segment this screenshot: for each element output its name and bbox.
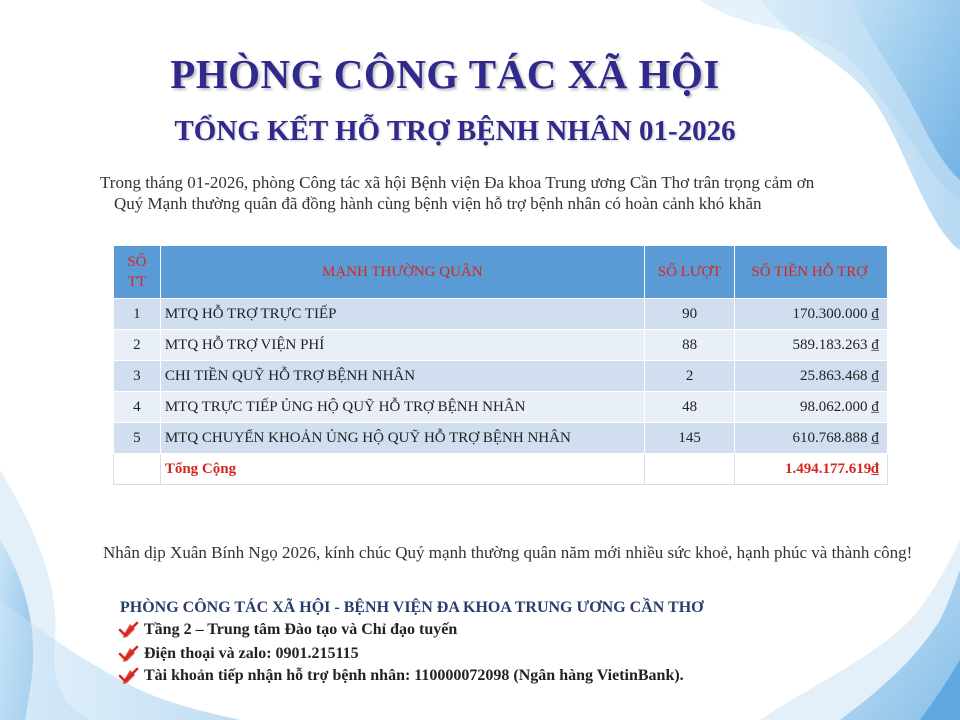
page-title: PHÒNG CÔNG TÁC XÃ HỘI <box>170 51 720 97</box>
cell-no: 2 <box>114 330 161 361</box>
cell-amount: 25.863.468 ₫ <box>735 361 888 392</box>
cell-no: 4 <box>114 392 161 423</box>
table-row <box>114 392 888 423</box>
intro-line-2: Quý Mạnh thường quân đã đồng hành cùng bệnh viện hỗ trợ bệnh nhân có hoàn cảnh khó khăn <box>114 194 762 213</box>
cell-name: MTQ HỖ TRỢ TRỰC TIẾP <box>160 299 644 330</box>
cell-count: 88 <box>644 330 735 361</box>
table-header-row <box>114 246 888 299</box>
cell-amount: 589.183.263 ₫ <box>735 330 888 361</box>
new-year-wish: Nhân dịp Xuân Bính Ngọ 2026, kính chúc Quý mạnh thường quân năm mới nhiều sức khoẻ, hạnh phúc và thành công! <box>103 543 913 562</box>
support-summary-table <box>113 245 888 485</box>
table-row <box>114 330 888 361</box>
cell-amount: 98.062.000 ₫ <box>735 392 888 423</box>
cell-amount: 170.300.000 ₫ <box>735 299 888 330</box>
contact-phone <box>118 645 359 663</box>
cell-amount: 610.768.888 ₫ <box>735 423 888 454</box>
header-amount: SỐ TIỀN HỖ TRỢ <box>735 246 888 299</box>
cell-empty <box>644 454 735 485</box>
cell-no: 1 <box>114 299 161 330</box>
cell-no: 5 <box>114 423 161 454</box>
table-row <box>114 361 888 392</box>
header-name: MẠNH THƯỜNG QUÂN <box>160 246 644 299</box>
total-amount: 1.494.177.619₫ <box>735 454 888 485</box>
cell-count: 2 <box>644 361 735 392</box>
intro-paragraph <box>100 172 900 214</box>
total-label: Tổng Cộng <box>160 454 644 485</box>
cell-name: MTQ HỖ TRỢ VIỆN PHÍ <box>160 330 644 361</box>
cell-empty <box>114 454 161 485</box>
footer-organization: PHÒNG CÔNG TÁC XÃ HỘI - BỆNH VIỆN ĐA KHOA TRUNG ƯƠNG CẦN THƠ <box>120 599 704 616</box>
contact-text: Tầng 2 – Trung tâm Đào tạo và Chỉ đạo tuyến <box>144 621 458 638</box>
page-subtitle: TỔNG KẾT HỖ TRỢ BỆNH NHÂN 01-2026 <box>174 115 736 147</box>
contact-address <box>118 621 457 639</box>
contact-text: Điện thoại và zalo: 0901.215115 <box>144 645 359 662</box>
table-total-row <box>114 454 888 485</box>
cell-count: 145 <box>644 423 735 454</box>
contact-bank-account <box>118 667 684 685</box>
header-no: SỐ TT <box>114 246 161 299</box>
contact-text: Tài khoản tiếp nhận hỗ trợ bệnh nhân: 110000072098 (Ngân hàng VietinBank). <box>144 667 684 684</box>
cell-name: MTQ CHUYỂN KHOẢN ỦNG HỘ QUỸ HỖ TRỢ BỆNH NHÂN <box>160 423 644 454</box>
cell-count: 90 <box>644 299 735 330</box>
pen-checkmark-icon <box>118 645 140 663</box>
table-row <box>114 423 888 454</box>
cell-name: MTQ TRỰC TIẾP ỦNG HỘ QUỸ HỖ TRỢ BỆNH NHÂN <box>160 392 644 423</box>
cell-name: CHI TIỀN QUỸ HỖ TRỢ BỆNH NHÂN <box>160 361 644 392</box>
header-count: SỐ LƯỢT <box>644 246 735 299</box>
cell-count: 48 <box>644 392 735 423</box>
pen-checkmark-icon <box>118 667 140 685</box>
pen-checkmark-icon <box>118 621 140 639</box>
intro-line-1: Trong tháng 01-2026, phòng Công tác xã hội Bệnh viện Đa khoa Trung ương Cần Thơ trân trọng cảm ơn <box>100 173 815 192</box>
cell-no: 3 <box>114 361 161 392</box>
table-row <box>114 299 888 330</box>
